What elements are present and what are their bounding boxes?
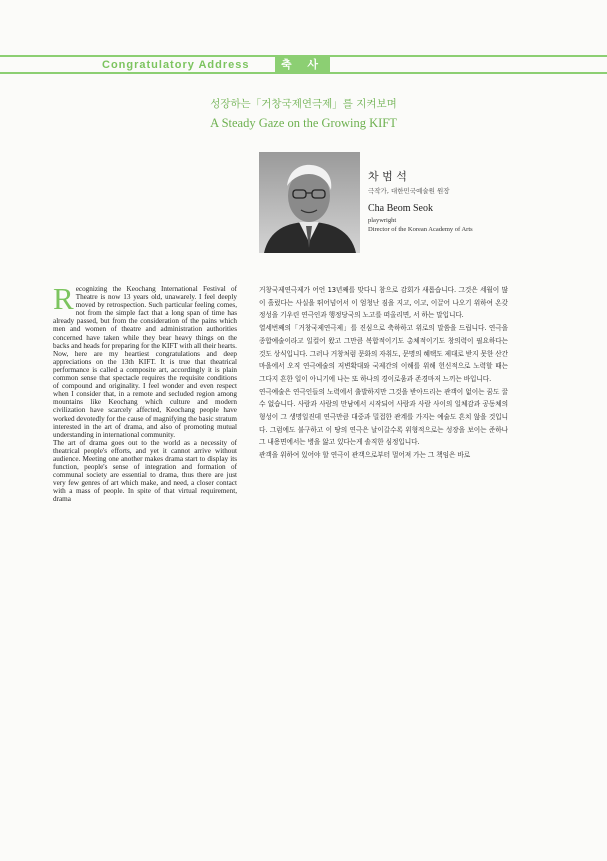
author-role-en-line1: playwright bbox=[368, 217, 397, 224]
drop-cap: R bbox=[53, 285, 74, 316]
english-paragraph-1 bbox=[53, 285, 237, 350]
korean-column bbox=[259, 284, 508, 552]
english-paragraph-1-text: ecognizing the Keochang International Festival of Theatre is now 13 years old, unawarely. I feel deeply moved by retrospection. Such particular feeling comes, not from the simple fact that a long span of time has already passed, but from the consideration of the pains which men and women of theatre and administration authorities concerned have taken while they bear heavy things on the backs and heads for preparing for the KIFT with all their hearts. bbox=[53, 285, 237, 350]
section-label-en: Congratulatory Address bbox=[102, 59, 250, 71]
korean-paragraph-2: 열세번째의「거창국제연극제」를 진심으로 축하하고 위로의 말씀을 드립니다. 연극을 종합예술이라고 일컬어 왔고 그만큼 복합적이기도 총체적이기도 창의력이 필요하다는 것도 상식입니다. 그러나 거창처럼 문화의 자취도, 문명의 혜택도 제대로 받지 못한 산간 마을에서 오직 연극예술의 저변확대와 국제간의 이해를 위해 헌신적으로 노력할 때는 그다지 흔한 일이 아니기에 나는 또 하나의 경이로움과 존경마저 느끼는 바입니다. bbox=[259, 324, 508, 383]
korean-paragraph-1: 거창국제연극제가 어언 13년째를 맞다니 참으로 감회가 새롭습니다. 그것은 세월이 많이 흘렀다는 사실을 뛰어넘어서 이 엄청난 짐을 지고, 이고, 이끌어 나오기 위하여 온갖 정성을 기우린 연극인과 행정당국의 노고를 떠올리면, 서 하는 말입니다. bbox=[259, 286, 508, 320]
author-role-en-line2: Director of the Korean Academy of Arts bbox=[368, 226, 473, 233]
english-paragraph-3: The art of drama goes out to the world as a necessity of theatrical people's efforts, and yet it cannot arrive without audience. Meeting one another makes drama start to display its function, people's sense of integration and formation of communal society are essential to drama, thus there are just very few genres of art which make, and need, a closer contact with a mass of people. In spite of that virtual requirement, drama bbox=[53, 438, 237, 504]
english-paragraph-2: Now, here are my heartiest congratulations and deep appreciations on the 13th KIFT. It is true that theatrical performance is called a composite art, accordingly it is plain common sense that spectacle requires the requisite conditions of compound and originality. I feel wonder and even respect when I consider that, in a remote and secluded region among mountains like Keochang which culture and modern civilization have scarcely affected, Keochang people have worked devotedly for the cause of magnifying the basic stratum interested in the art of drama, and also of promoting mutual understanding in international community. bbox=[53, 349, 237, 439]
korean-paragraph-3: 연극예술은 연극인들의 노력에서 출발하지만 그것을 받아드리는 관객이 없이는 꿈도 꿀 수 없습니다. 사람과 사람의 만남에서 시작되어 사람과 사람 사이의 일체감과 공동체의 형성이 그 생명일진데 연극만큼 대중과 밀접한 관계를 가지는 예술도 흔치 않을 것입니다. 그럼에도 불구하고 이 땅의 연극은 날이갈수록 위형적으로는 성장을 보이는 준하나 그 내용면에서는 병을 앓고 있다는게 솔직한 심정입니다. bbox=[259, 387, 508, 447]
author-photo bbox=[259, 152, 360, 253]
author-name-en: Cha Beom Seok bbox=[368, 203, 433, 214]
english-column bbox=[53, 285, 237, 547]
article-title-en: A Steady Gaze on the Growing KIFT bbox=[210, 116, 397, 130]
author-portrait-image bbox=[259, 152, 360, 253]
author-role-ko: 극작가, 대한민국예술원 원장 bbox=[368, 187, 450, 195]
author-name-ko: 차 범 석 bbox=[368, 170, 407, 183]
article-title-ko: 성장하는「거창국제연극제」를 지켜보며 bbox=[210, 98, 397, 110]
author-role-en bbox=[368, 216, 473, 234]
korean-paragraph-4: 관객을 위하여 있어야 할 연극이 관객으로부터 멀어져 가는 그 책임은 바로 bbox=[259, 451, 471, 460]
section-label-ko: 축 사 bbox=[275, 56, 330, 73]
